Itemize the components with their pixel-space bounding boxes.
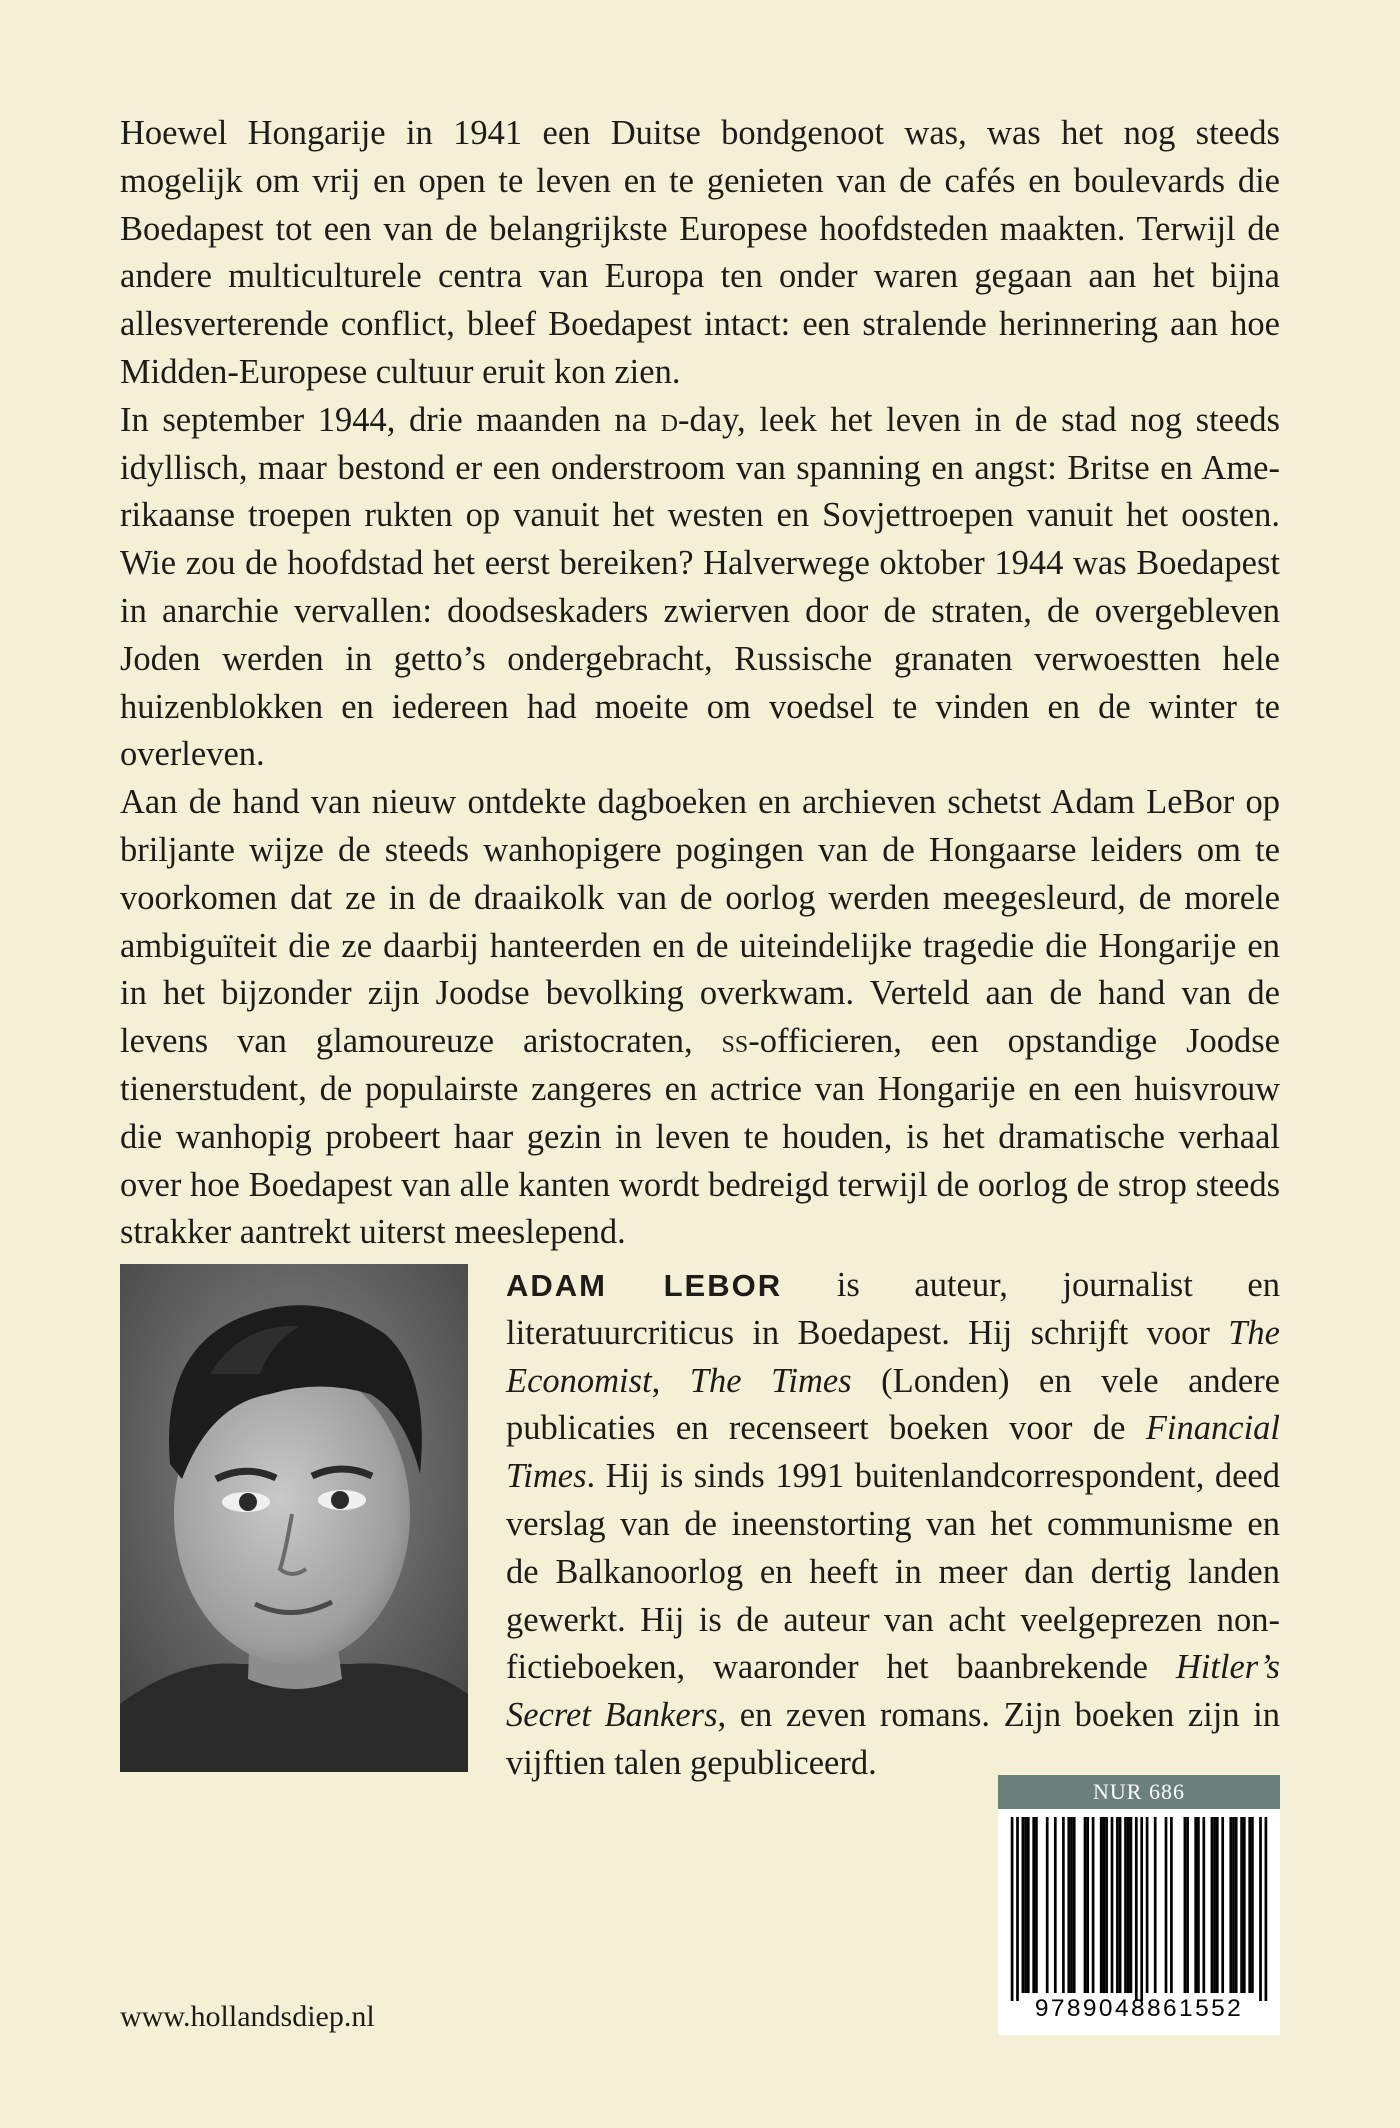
barcode-bar: [1103, 1817, 1106, 1993]
author-photo: [120, 1264, 468, 1772]
barcode-bar: [1027, 1817, 1030, 1993]
back-cover-blurb: [120, 110, 1280, 1257]
barcode-bar: [1165, 1817, 1168, 1993]
barcode-bar: [1067, 1817, 1070, 1993]
barcode-bar: [1084, 1817, 1087, 1993]
barcode-bar: [1022, 1817, 1025, 1993]
barcode-bar: [1116, 1817, 1119, 1993]
barcode-bar: [1035, 1817, 1038, 1993]
barcode-bar: [1248, 1817, 1251, 1993]
barcode-bar: [1032, 1817, 1035, 1993]
barcode-bar: [1092, 1817, 1095, 1993]
barcode-bar: [1170, 1817, 1173, 1993]
barcode-bar: [1216, 1817, 1219, 1993]
barcode-bar: [1100, 1817, 1103, 1993]
barcode-bar: [1024, 1817, 1027, 1993]
barcode-bar: [1194, 1817, 1197, 1993]
barcode-bar: [1202, 1817, 1205, 1993]
barcode-bar: [1054, 1817, 1057, 1993]
publication-title: The Economist: [506, 1313, 1280, 1400]
barcode-bar: [1016, 1817, 1019, 2001]
isbn-barcode: [998, 1809, 1280, 2035]
barcode-bar: [1211, 1817, 1214, 1993]
barcode-bar: [1259, 1817, 1262, 2001]
barcode-bar: [1251, 1817, 1254, 1993]
publisher-website: www.hollandsdiep.nl: [120, 2000, 375, 2033]
isbn-number: 9789048861552: [1034, 1995, 1244, 2022]
barcode-bar: [1105, 1817, 1108, 1993]
blurb-paragraph-1: Hoewel Hongarije in 1941 een Duitse bondgenoot was, was het nog steeds mogelijk om vrij en open te leven en te genieten van de cafés en boulevards die Boedapest tot een van de belangrijkste Europese hoofdsteden maakten. Terwijl de andere multiculturele centra van Europa ten onder waren gegaan aan het bijna allesverterende conflict, bleef Boedapest intact: een stralende herinnering aan hoe Midden-Europese cultuur eruit kon zien.: [120, 114, 1280, 391]
author-name: ADAM LEBOR: [506, 1268, 783, 1303]
book-title: Hitler’s Secret Bankers: [506, 1648, 1280, 1735]
barcode-bar: [1197, 1817, 1200, 1993]
nur-label: NUR 686: [998, 1775, 1280, 1809]
ss-smallcaps: ss: [721, 1022, 749, 1061]
barcode-bar: [1146, 1817, 1149, 1993]
barcode-bar: [1184, 1817, 1187, 1993]
barcode-bar: [1062, 1817, 1065, 1993]
barcode-bar: [1111, 1817, 1114, 1993]
barcode-bar: [1240, 1817, 1243, 1993]
barcode-bar: [1140, 1817, 1143, 2001]
barcode-bar: [1119, 1817, 1122, 1993]
barcode-bar: [1135, 1817, 1138, 2001]
d-day-smallcaps: d: [660, 400, 678, 439]
barcode-bar: [1124, 1817, 1127, 1993]
publication-title: The Times: [689, 1361, 852, 1400]
barcode-bar: [1073, 1817, 1076, 1993]
barcode-bar: [1229, 1817, 1232, 1993]
publication-title: Financial Times: [506, 1409, 1280, 1496]
barcode-bar: [1046, 1817, 1049, 1993]
barcode-bar: [1154, 1817, 1157, 1993]
barcode-bar: [1086, 1817, 1089, 1993]
barcode-bar: [1127, 1817, 1130, 1993]
author-biography: ADAM LEBOR is auteur, journalist en literatuurcriticus in Boedapest. Hij schrijft voor The Economist, The Times (Londen) en vele andere publicaties en recenseert boeken voor de Financial Times. Hij is sinds 1991 buitenlandcorrespondent, deed verslag van de ineenstorting van het communisme en de Balkanoorlog en heeft in meer dan dertig landen gewerkt. Hij is de auteur van acht veelgeprezen non-fictieboeken, waaronder het baanbrekende Hitler’s Secret Bankers, en zeven romans. Zijn boeken zijn in vijftien talen gepubliceerd.: [506, 1266, 1280, 1782]
barcode-bar: [1235, 1817, 1238, 1993]
author-portrait-illustration: [120, 1264, 468, 1772]
barcode-bar: [1221, 1817, 1224, 1993]
barcode-bar: [1186, 1817, 1189, 1993]
barcode-bar: [1070, 1817, 1073, 1993]
barcode-bar: [1130, 1817, 1133, 1993]
blurb-paragraph-3: Aan de hand van nieuw ontdekte dagboeken en archieven schetst Adam LeBor op briljante wijze de steeds wanhopigere pogingen van de Hongaarse leiders om te voorkomen dat ze in de draaikolk van de oorlog werden meegesleurd, de morele ambiguïteit die ze daarbij hanteerden en de uiteindelijke tragedie die Hongarije en in het bijzonder zijn Joodse bevolking overkwam. Verteld aan de hand van de levens van glamoureuze aristocraten, ss-officieren, een opstandige Joodse tienerstudent, de populairste zangeres en actrice van Hongarije en een huisvrouw die wanhopig probeert haar gezin in leven te houden, is het dramatische verhaal over hoe Boedapest van alle kanten wordt bedreigd terwijl de oorlog de strop steeds strakker aantrekt uiterst meeslepend.: [120, 783, 1280, 1252]
barcode-bar: [1011, 1817, 1014, 2001]
barcode-bar: [1213, 1817, 1216, 1993]
barcode-bar: [1232, 1817, 1235, 1993]
blurb-paragraph-2: In september 1944, drie maanden na d-day, leek het leven in de stad nog steeds idyllisch, maar bestond er een onderstroom van spanning en angst: Britse en Amerikaanse troepen rukten op vanuit het westen en Sovjettroepen vanuit het oosten. Wie zou de hoofdstad het eerst bereiken? Halverwege oktober 1944 was Boedapest in anarchie vervallen: doodseskaders zwierven door de straten, de overgebleven Joden werden in getto’s ondergebracht, Russische granaten verwoestten hele huizenblokken en iedereen had moeite om voedsel te vinden en de winter te overleven.: [120, 400, 1280, 774]
barcode-bar: [1265, 1817, 1268, 2001]
barcode-bar: [1243, 1817, 1246, 1993]
